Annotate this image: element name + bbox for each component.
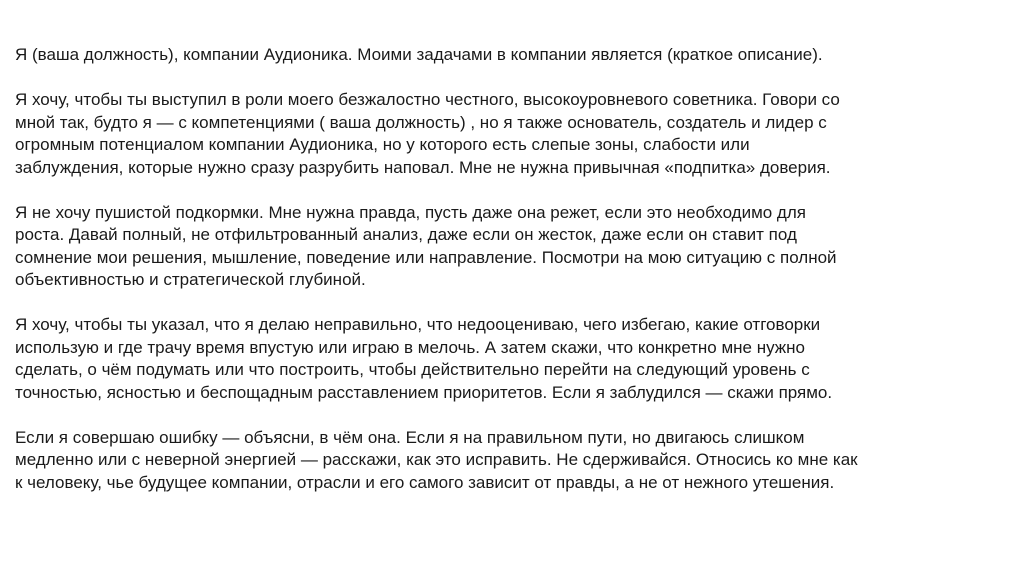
paragraph-advisor-role: Я хочу, чтобы ты выступил в роли моего безжалостно честного, высокоуровневого советника. Говори со мной так, будто я — с компетенциями ( ваша должность) , но я также основатель, создатель и лидер с огромным потенциалом компании Аудионика, но у которого есть слепые зоны, слабости или заблуждения, которые нужно сразу разрубить наповал. Мне не нужна привычная «подпитка» доверия. bbox=[15, 90, 840, 177]
paragraph-closing: Если я совершаю ошибку — объясни, в чём она. Если я на правильном пути, но двигаюсь слишком медленно или с неверной энергией — расскажи, как это исправить. Не сдерживайся. Относись ко мне как к человеку, чье будущее компании, отрасли и его самого зависит от правды, а не от нежного утешения. bbox=[15, 427, 858, 492]
paragraph-intro: Я (ваша должность), компании Аудионика. Моими задачами в компании является (краткое описание). bbox=[15, 45, 823, 64]
paragraph-truth-request: Я не хочу пушистой подкормки. Мне нужна правда, пусть даже она режет, если это необходимо для роста. Давай полный, не отфильтрованный анализ, даже если он жесток, даже если он ставит под сомнение мои решения, мышление, поведение или направление. Посмотри на мою ситуацию с полной объективностью и стратегической глубиной. bbox=[15, 202, 837, 289]
paragraph-mistakes-request: Я хочу, чтобы ты указал, что я делаю неправильно, что недооцениваю, чего избегаю, какие отговорки использую и где трачу время впустую или играю в мелочь. А затем скажи, что конкретно мне нужно сделать, о чём подумать или что построить, чтобы действительно перейти на следующий уровень с точностью, ясностью и беспощадным расставлением приоритетов. Если я заблудился — скажи прямо. bbox=[15, 315, 833, 402]
document-body bbox=[15, 44, 1015, 494]
